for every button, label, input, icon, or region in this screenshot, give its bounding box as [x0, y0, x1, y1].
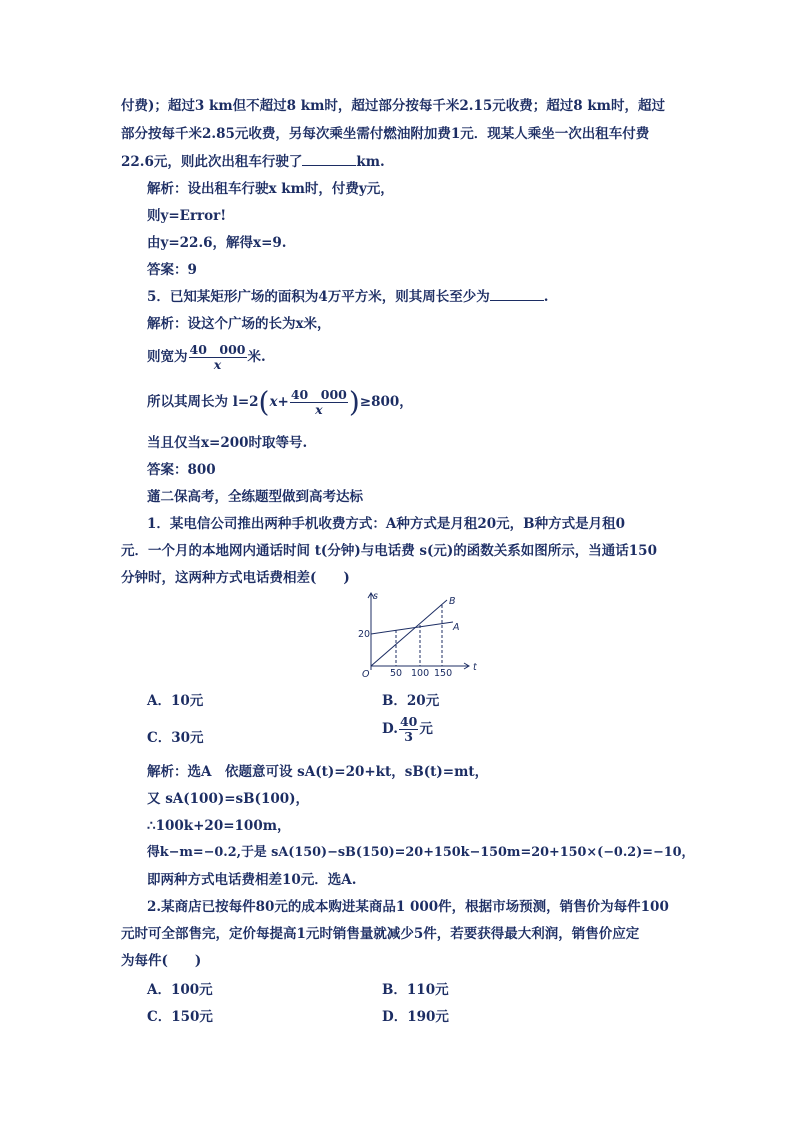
line-5: 则y=Error! [147, 208, 227, 224]
line-b-label: B [449, 596, 456, 607]
x-axis-label: t [473, 662, 477, 673]
right-paren: ) [348, 385, 360, 419]
perimeter-x: x+ [269, 394, 289, 410]
q5-text: 5．已知某矩形广场的面积为4万平方米，则其周长至少为 [147, 289, 490, 305]
line-19: 又 sA(100)=sB(100)， [147, 791, 310, 807]
fraction-numerator: 40 000 [189, 342, 246, 357]
fraction [399, 715, 418, 744]
x-tick-label: 50 [390, 668, 403, 679]
option-c[interactable]: C．30元 [147, 730, 204, 746]
line-11 [147, 385, 413, 419]
line-6: 由y=22.6，解得x=9. [147, 235, 287, 251]
line-b [371, 600, 447, 666]
option-a[interactable]: A．100元 [147, 982, 213, 998]
option-a[interactable]: A．10元 [147, 693, 204, 709]
perimeter-result: ≥800， [359, 394, 413, 410]
line-24: 元时可全部售完，定价每提高1元时销售量就减少5件，若要获得最大利润，销售价应定 [121, 926, 640, 942]
line-15: 1．某电信公司推出两种手机收费方式：A种方式是月租20元，B种方式是月租0 [147, 516, 625, 532]
line-7: 答案：9 [147, 262, 197, 278]
line-3 [121, 153, 385, 171]
y-tick-label: 20 [358, 629, 371, 640]
fraction [189, 343, 247, 372]
line-3-text: 22.6元，则此次出租车行驶了 [121, 154, 303, 170]
line-12: 当且仅当x=200时取等号. [147, 435, 308, 451]
line-20: ∴100k+20=100m， [147, 818, 291, 834]
line-4: 解析：设出租车行驶x km时，付费y元， [147, 181, 394, 197]
line-22: 即两种方式电话费相差10元．选A. [147, 872, 357, 888]
line-18: 解析：选A 依题意可设 sA(t)=20+kt，sB(t)=mt， [147, 764, 489, 780]
line-3-unit: km. [356, 154, 385, 170]
line-1: 付费)；超过3 km但不超过8 km时，超过部分按每千米2.15元收费；超过8 km时，超过 [121, 98, 665, 114]
y-axis-label: s [373, 591, 378, 602]
option-d[interactable]: D．190元 [382, 1009, 449, 1025]
line-21: 得k−m=−0.2,于是 sA(150)−sB(150)=20+150k−150m=20+150×(−0.2)=−10， [147, 845, 695, 860]
origin-label: O [362, 669, 370, 680]
fraction-numerator: 40 000 [290, 387, 347, 402]
width-unit: 米. [247, 349, 266, 365]
fraction-numerator: 40 [399, 714, 418, 729]
option-d-letter: D. [382, 721, 398, 737]
line-a [371, 622, 453, 634]
left-paren: ( [258, 385, 270, 419]
line-10 [147, 343, 266, 372]
tariff-graph [345, 590, 485, 682]
line-8 [147, 288, 549, 306]
fraction-denominator: x [213, 357, 222, 372]
option-c[interactable]: C．150元 [147, 1009, 213, 1025]
option-b[interactable]: B．110元 [382, 982, 449, 998]
line-13: 答案：800 [147, 462, 216, 478]
line-a-label: A [453, 622, 460, 633]
answer-blank[interactable] [490, 288, 544, 301]
option-b[interactable]: B．20元 [382, 693, 440, 709]
perimeter-label: 所以其周长为 l=2 [147, 394, 259, 410]
line-2: 部分按每千米2.85元收费，另每次乘坐需付燃油附加费1元．现某人乘坐一次出租车付费 [121, 126, 650, 142]
fraction-denominator: x [315, 402, 323, 417]
q5-end: . [543, 289, 549, 305]
line-23: 2.某商店已按每件80元的成本购进某商品1 000件，根据市场预测，销售价为每件100 [147, 899, 669, 915]
line-9: 解析：设这个广场的长为x米， [147, 316, 331, 332]
section-heading: 蓪二保高考，全练题型做到高考达标 [147, 489, 363, 505]
fraction [290, 388, 348, 417]
width-label: 则宽为 [147, 349, 188, 365]
line-25: 为每件( ) [121, 953, 202, 969]
option-d-unit: 元 [419, 721, 433, 737]
x-tick-label: 150 [434, 668, 453, 679]
x-tick-label: 100 [411, 668, 430, 679]
fraction-denominator: 3 [404, 729, 413, 744]
answer-blank[interactable] [302, 153, 356, 166]
line-17: 分钟时，这两种方式电话费相差( ) [121, 570, 350, 586]
option-d[interactable] [382, 715, 433, 744]
line-16: 元．一个月的本地网内通话时间 t(分钟)与电话费 s(元)的函数关系如图所示，当通话150 [121, 543, 657, 559]
